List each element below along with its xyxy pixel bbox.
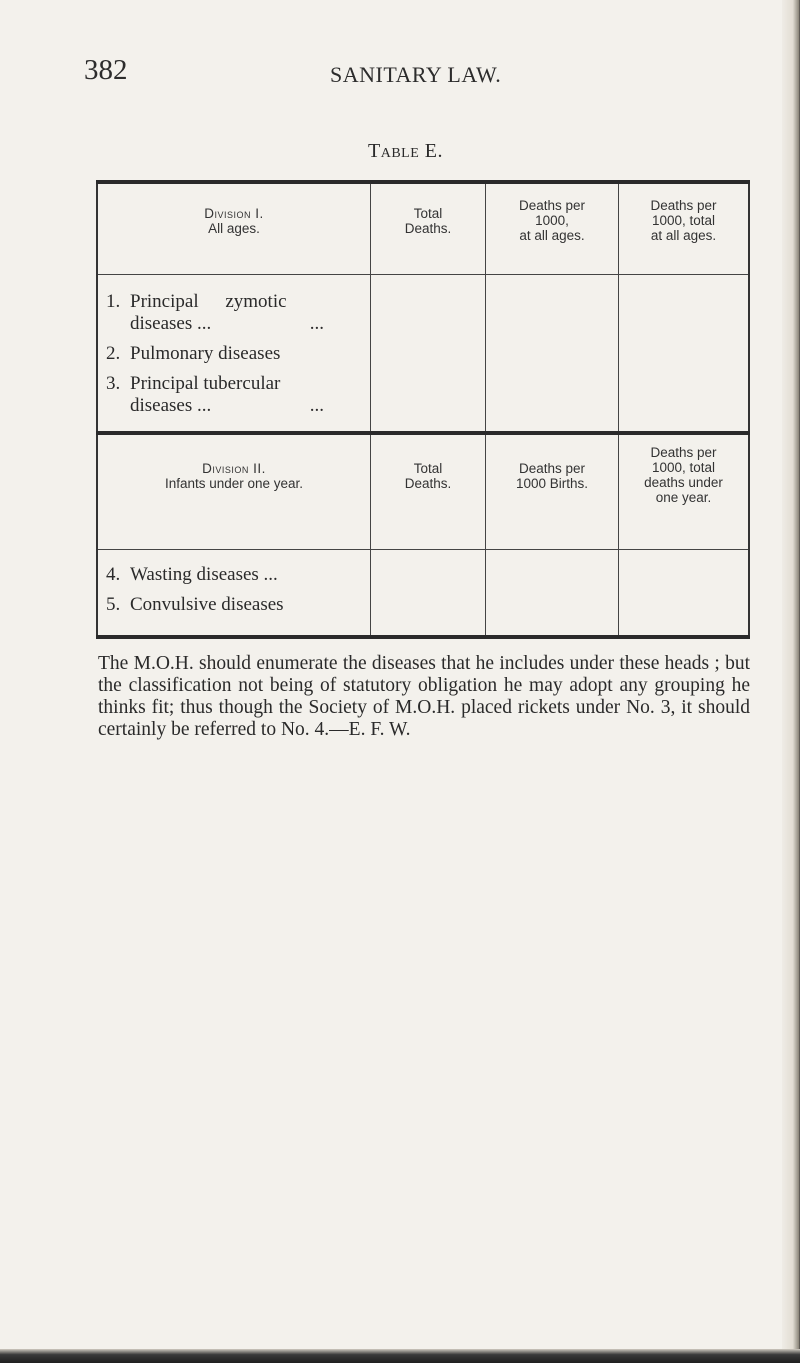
item-label: diseases ... <box>130 395 212 416</box>
empty-value-cell <box>371 550 486 638</box>
header-text: deaths under <box>644 475 723 490</box>
item-label: diseases ... <box>130 313 212 334</box>
header-text: Total <box>413 206 443 221</box>
header-text: at all ages. <box>650 228 717 243</box>
header-text: 1000 Births. <box>515 476 589 491</box>
list-item <box>98 291 370 335</box>
list-item <box>98 343 370 365</box>
deaths-per-1000-header <box>486 182 619 275</box>
list-item <box>98 564 370 586</box>
table-title: Table E. <box>368 140 443 162</box>
header-text: one year. <box>655 490 712 505</box>
header-text: Total <box>413 461 443 476</box>
header-text: Deaths. <box>404 476 452 491</box>
header-text: at all ages. <box>519 228 585 243</box>
page-bottom-edge <box>0 1349 800 1363</box>
empty-value-cell <box>371 275 486 434</box>
empty-value-cell <box>619 275 750 434</box>
list-item <box>98 594 370 616</box>
deaths-per-1000-total-header <box>619 182 750 275</box>
explanatory-paragraph: The M.O.H. should enumerate the diseases that he includes under these heads ; but the classification not being of statutory obligation he may adopt any grouping he thinks fit; thus though the Society of M.O.H. placed rickets under No. 3, it should certainly be referred to No. 4.—E. F. W. <box>98 653 750 740</box>
page-number: 382 <box>84 54 128 86</box>
empty-value-cell <box>486 275 619 434</box>
table-e <box>96 180 750 639</box>
total-deaths-header <box>371 182 486 275</box>
header-text: 1000, total <box>651 213 716 228</box>
leader-dots: ... <box>309 313 324 334</box>
division-2-title: Division II. <box>202 461 266 476</box>
item-label: Pulmonary diseases <box>130 343 281 364</box>
running-title: SANITARY LAW. <box>330 62 502 87</box>
division-2-header-row <box>97 433 749 550</box>
division-1-items-cell <box>97 275 371 434</box>
item-number: 5. <box>106 594 121 615</box>
header-text: 1000, total <box>651 460 716 475</box>
division-2-items-cell <box>97 550 371 638</box>
item-label: Wasting diseases ... <box>130 564 278 585</box>
division-1-header-row <box>97 182 749 275</box>
division-2-subtitle: Infants under one year. <box>164 476 304 491</box>
item-number: 2. <box>106 343 121 364</box>
header-text: Deaths. <box>404 221 452 236</box>
item-label: Principal zymotic <box>130 291 287 312</box>
leader-dots: ... <box>309 395 324 416</box>
header-text: Deaths per <box>518 461 586 476</box>
item-number: 4. <box>106 564 121 585</box>
total-deaths-header <box>371 433 486 550</box>
division-1-title: Division I. <box>204 206 264 221</box>
division-1-items-row <box>97 275 749 434</box>
deaths-per-1000-births-header <box>486 433 619 550</box>
division-1-subtitle: All ages. <box>208 221 260 236</box>
division-1-header-cell <box>97 182 371 275</box>
header-text: Deaths per <box>650 198 717 213</box>
item-number: 1. <box>106 291 121 312</box>
page-edge-shadow <box>782 0 800 1363</box>
header-text: Deaths per <box>650 445 717 460</box>
header-text: 1000, <box>535 213 569 228</box>
empty-value-cell <box>486 550 619 638</box>
item-label: Convulsive diseases <box>130 594 284 615</box>
item-label: Principal tubercular <box>130 373 281 394</box>
item-number: 3. <box>106 373 121 394</box>
header-text: Deaths per <box>518 198 586 213</box>
empty-value-cell <box>619 550 750 638</box>
division-2-header-cell <box>97 433 371 550</box>
division-2-items-row <box>97 550 749 638</box>
deaths-per-1000-under-one-header <box>619 433 750 550</box>
list-item <box>98 373 370 417</box>
